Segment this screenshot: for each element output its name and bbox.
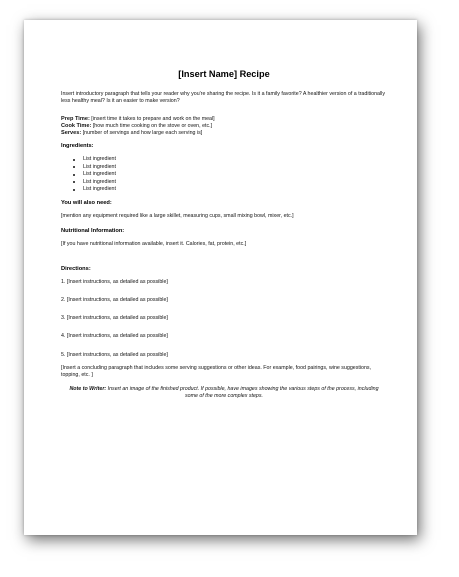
nutrition-text: [If you have nutritional information available, insert it. Calories, fat, protein, etc.] [61,240,247,247]
bullet-icon [73,159,75,161]
note-to-writer [67,386,381,400]
ingredient-text: List ingredient [83,156,116,162]
list-item [83,186,387,194]
note-label: Note to Writer: [69,385,107,392]
list-item [83,179,387,187]
nutrition-heading: Nutritional Information: [61,227,125,234]
page-content [61,69,387,400]
intro-paragraph: Insert introductory paragraph that tells your reader why you're sharing the recipe. Is it a family favorite? A healthier version of a traditionally less healthy meal? Is it an easier to make version? [61,91,385,104]
document-page [24,20,417,535]
bullet-icon [73,166,75,168]
list-item [83,171,387,179]
serves-label: Serves: [61,130,82,136]
list-item [83,156,387,164]
directions-heading: Directions: [61,265,91,272]
ingredients-list [61,156,387,194]
direction-step: 5. [Insert instructions, as detailed as possible] [61,351,168,358]
ingredient-text: List ingredient [83,186,116,192]
prep-time-label: Prep Time: [61,116,90,122]
bullet-icon [73,174,75,176]
cook-time-value: [how much time cooking on the stove or oven, etc.] [91,123,213,129]
ingredient-text: List ingredient [83,163,116,170]
direction-step: 3. [Insert instructions, as detailed as possible] [61,315,168,322]
equipment-heading: You will also need: [61,199,112,206]
bullet-icon [73,189,75,191]
cook-time-line [61,123,387,130]
prep-time-value: [insert time it takes to prepare and work on the meal] [89,116,215,122]
prep-time-line [61,116,387,123]
list-item [83,164,387,172]
direction-step: 2. [Insert instructions, as detailed as possible] [61,296,168,303]
ingredients-heading: Ingredients: [61,143,94,149]
serves-line [61,130,387,137]
bullet-icon [73,181,75,183]
page-title: [Insert Name] Recipe [178,69,270,79]
direction-step: 1. [Insert instructions, as detailed as possible] [61,278,168,285]
recipe-meta [61,116,387,137]
closing-paragraph: [Insert a concluding paragraph that includes some serving suggestions or other ideas. For example, food pairings, wine suggestions, topping, etc. ] [61,364,372,378]
direction-step: 4. [Insert instructions, as detailed as possible] [61,333,168,340]
cook-time-label: Cook Time: [61,123,92,129]
serves-value: [number of servings and how large each serving is] [81,130,203,136]
ingredient-text: List ingredient [83,171,116,177]
ingredient-text: List ingredient [83,178,116,185]
equipment-text: [mention any equipment required like a large skillet, measuring cups, small mixing bowl, mixer, etc.] [61,212,294,219]
note-text: Insert an image of the finished product. If possible, have images showing the various steps of the process, including some of the more complex steps. [106,385,379,399]
